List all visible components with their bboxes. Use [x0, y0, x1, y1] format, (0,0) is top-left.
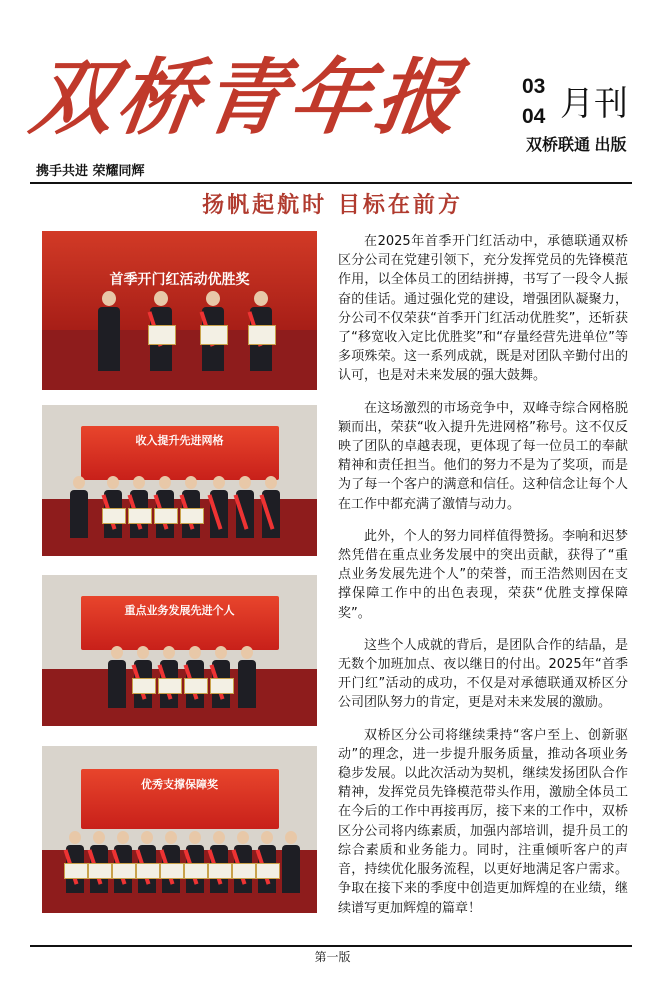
person — [134, 646, 152, 708]
article-paragraph: 在这场激烈的市场竞争中，双峰寺综合网格脱颖而出，荣获“收入提升先进网格”称号。这不仅反映了团队的卓越表现，更体现了每一位员工的奉献精神和责任担当。他们的努力不是为了奖项，而是为了每一个客户的满意和信任。这种信念让每个人在工作中都充满了激情与动力。 — [338, 400, 628, 512]
person — [262, 476, 280, 538]
person — [236, 476, 254, 538]
photo-award-ceremony-2 — [42, 405, 317, 556]
photo-award-ceremony-3 — [42, 575, 317, 726]
person — [66, 831, 84, 893]
person — [212, 646, 230, 708]
person — [186, 831, 204, 893]
person — [108, 646, 126, 708]
person — [138, 831, 156, 893]
article-paragraph: 在2025年首季开门红活动中，承德联通双桥区分公司在党建引领下，充分发挥党员的先锋模范作用，以全体员工的团结拼搏，书写了一段令人振奋的佳话。通过强化党的建设，增强团队凝聚力，分公司不仅荣获“首季开门红活动优胜奖”，还斩获了“移宽收入定比优胜奖”和“存量经营先进单位”等多项殊荣。这一系列成就，既是对团队辛勤付出的认可，也是对未来发展的强大鼓舞。 — [338, 234, 628, 384]
article-paragraph: 这些个人成就的背后，是团队合作的结晶，是无数个加班加点、夜以继日的付出。2025年“首季开门红”活动的成功，不仅是对承德联通双桥区分公司团队努力的肯定，更是对未来发展的激励。 — [338, 637, 628, 711]
photo-award-ceremony-1 — [42, 231, 317, 390]
person — [250, 291, 272, 371]
article-paragraph: 双桥区分公司将继续秉持“客户至上、创新驱动”的理念，进一步提升服务质量，推动各项业务稳步发展。以此次活动为契机，继续发扬团队合作精神，发挥党员先锋模范带头作用，激励全体员工在今后的工作中再接再厉，接下来的工作中，双桥区分公司将内练素质，加强内部培训，提升员工的综合素质和业务能力。同时，注重倾听客户的声音，持续优化服务流程，以更好地满足客户需求。争取在接下来的季度中创造更加辉煌的在业绩，继续谱写更加辉煌的篇章！ — [338, 727, 628, 916]
person — [150, 291, 172, 371]
person — [104, 476, 122, 538]
person — [130, 476, 148, 538]
person — [186, 646, 204, 708]
person — [114, 831, 132, 893]
person — [160, 646, 178, 708]
person — [282, 831, 300, 893]
photo-award-ceremony-4 — [42, 746, 317, 913]
issue-month-line2: 04 — [522, 105, 546, 128]
photo-caption: 优秀支撑保障奖 — [141, 778, 218, 792]
person — [70, 476, 88, 538]
person — [202, 291, 224, 371]
person — [258, 831, 276, 893]
masthead-title: 双桥青年报 — [25, 50, 469, 146]
article-paragraph: 此外，个人的努力同样值得赞扬。李响和迟梦然凭借在重点业务发展中的突出贡献，获得了“重点业务发展先进个人”的荣誉，而王浩然则因在支撑保障工作中的出色表现，荣获“优胜支撑保障奖”。 — [338, 528, 628, 621]
issue-number — [522, 72, 545, 132]
photo-caption: 收入提升先进网格 — [135, 434, 224, 448]
person — [210, 831, 228, 893]
photo-caption: 首季开门红活动优胜奖 — [109, 272, 250, 289]
issue-kind: 月刊 — [560, 85, 628, 123]
headline: 扬帆起航时 目标在前方 — [202, 193, 463, 218]
person — [156, 476, 174, 538]
person — [162, 831, 180, 893]
person — [234, 831, 252, 893]
page-number: 第一版 — [314, 950, 351, 964]
person — [210, 476, 228, 538]
photo-caption: 重点业务发展先进个人 — [124, 604, 235, 618]
person — [98, 291, 120, 371]
person — [182, 476, 200, 538]
person — [90, 831, 108, 893]
article-body — [338, 232, 628, 931]
bottom-rule — [30, 945, 632, 947]
top-rule — [30, 182, 632, 184]
publisher: 双桥联通 出版 — [526, 137, 627, 154]
motto: 携手共进 荣耀同辉 — [36, 164, 145, 179]
person — [238, 646, 256, 708]
issue-month-line1: 03 — [522, 75, 546, 98]
